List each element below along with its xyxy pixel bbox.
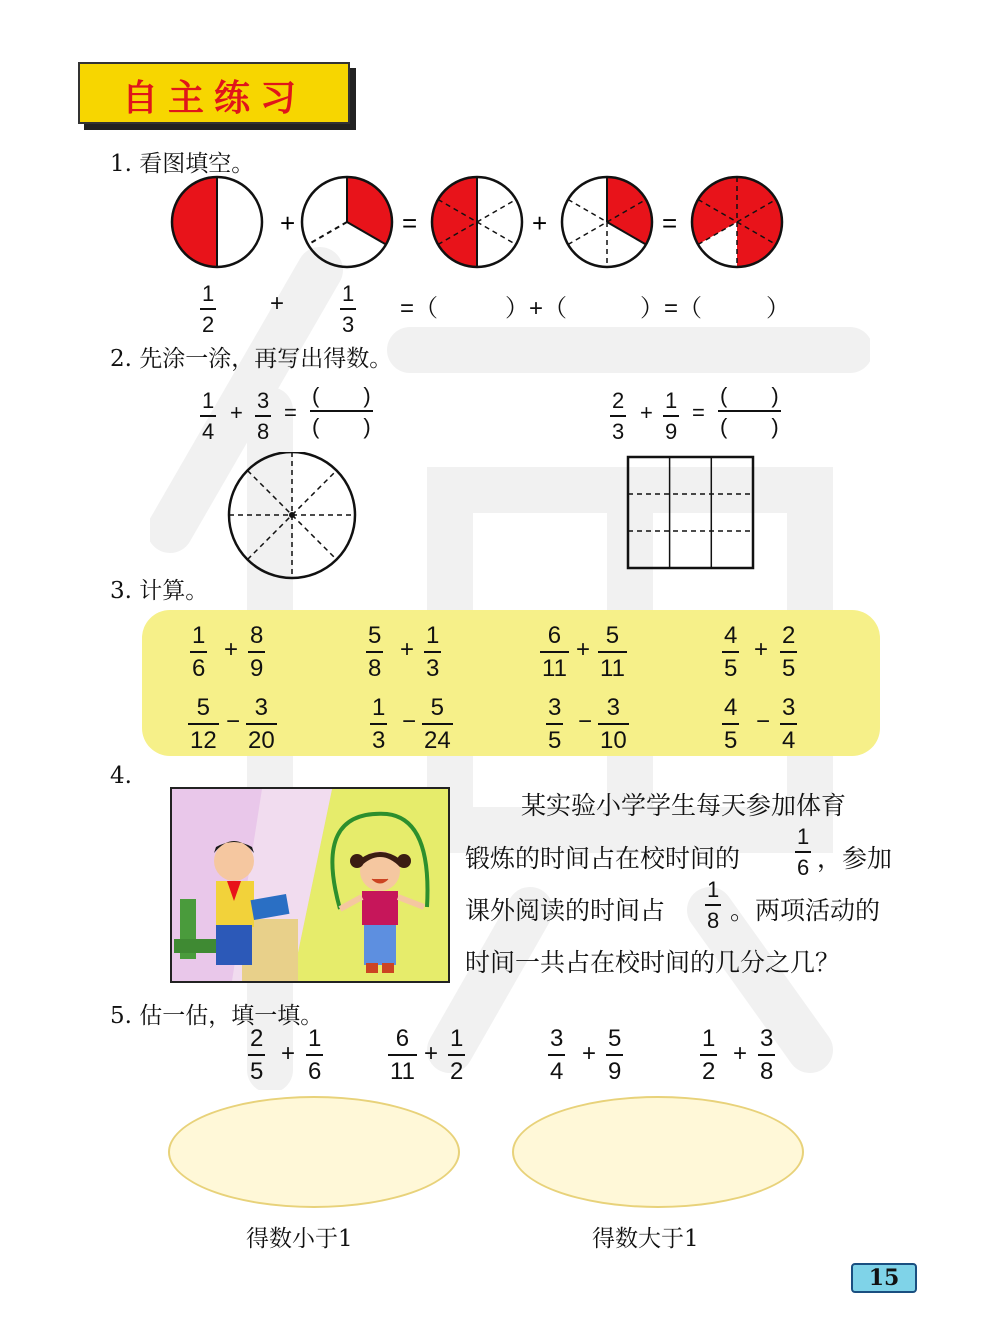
question-3-label: 3. 计算。: [110, 578, 209, 604]
q3-r2-c2-b: $\frac{5}{24}$: [424, 694, 451, 754]
q2-right-fraction-a: $\frac{2}{3}$: [612, 388, 625, 444]
q5-item-4-a[interactable]: $\frac{1}{2}$: [702, 1025, 716, 1085]
q3-r2-c4-b: $\frac{3}{4}$: [782, 694, 796, 754]
q3-r2-c4-op: −: [756, 708, 771, 735]
q1-equals-2: =: [662, 208, 678, 238]
q1-fraction-2: $\frac{1}{3}$: [342, 281, 355, 337]
q4-line-4: 时间一共占在校时间的几分之几？: [465, 948, 841, 977]
q4-line-2b: ，参加: [817, 844, 893, 873]
q5-item-2-b[interactable]: $\frac{1}{2}$: [450, 1025, 464, 1085]
q3-r1-c3-op: +: [576, 636, 591, 663]
q2-right-answer-blank[interactable]: ( ) ( ): [720, 383, 779, 439]
q3-r1-c1-op: +: [224, 636, 239, 663]
q2-right-op: +: [640, 400, 653, 425]
oval-less-than-one[interactable]: [168, 1096, 460, 1208]
q3-r2-c2-op: −: [402, 708, 417, 735]
q5-item-3-a[interactable]: $\frac{3}{4}$: [550, 1025, 564, 1085]
q3-r1-c2-b: $\frac{1}{3}$: [426, 622, 440, 682]
q3-r2-c3-a: $\frac{3}{5}$: [548, 694, 562, 754]
q5-item-4-op: +: [733, 1040, 748, 1067]
q3-r1-c2-a: $\frac{5}{8}$: [368, 622, 382, 682]
q5-item-4-b[interactable]: $\frac{3}{8}$: [760, 1025, 774, 1085]
q3-r2-c3-b: $\frac{3}{10}$: [600, 694, 627, 754]
q2-left-fraction-a: $\frac{1}{4}$: [202, 388, 215, 444]
q5-item-1-b[interactable]: $\frac{1}{6}$: [308, 1025, 322, 1085]
oval-right-label: 得数大于1: [592, 1226, 699, 1252]
q2-right-equals: =: [692, 400, 705, 425]
q2-left-answer-blank[interactable]: ( ) ( ): [312, 383, 371, 439]
q4-fraction-sports: $\frac{1}{6}$: [797, 824, 810, 880]
q5-item-1-a[interactable]: $\frac{2}{5}$: [250, 1025, 264, 1085]
q4-line-3b: 。两项活动的: [730, 896, 881, 925]
q3-r1-c4-b: $\frac{2}{5}$: [782, 622, 796, 682]
q3-r2-c1-op: −: [226, 708, 241, 735]
q2-left-op: +: [230, 400, 243, 425]
q3-r2-c3-op: −: [578, 708, 593, 735]
q3-r1-c4-op: +: [754, 636, 769, 663]
q1-fraction-1: $\frac{1}{2}$: [202, 281, 215, 337]
section-title-box: [78, 62, 350, 124]
q5-item-2-op: +: [424, 1040, 439, 1067]
q2-ninths-grid[interactable]: [626, 455, 756, 571]
q1-plus-2: +: [532, 208, 548, 238]
q2-eighths-circle[interactable]: [225, 452, 359, 582]
q5-item-1-op: +: [281, 1040, 296, 1067]
q1-answer-blank-2[interactable]: ）+（: [505, 295, 568, 322]
q4-illustration: [170, 787, 450, 983]
circle-one-third: [302, 177, 392, 267]
q3-r1-c1-a: $\frac{1}{6}$: [192, 622, 206, 682]
oval-left-label: 得数小于1: [246, 1226, 353, 1252]
q2-left-equals: =: [284, 400, 297, 425]
q4-line-1: 某实验小学学生每天参加体育: [521, 791, 847, 820]
q1-answer-close: ）: [766, 295, 790, 322]
q1-plus-1: +: [280, 208, 296, 238]
q4-fraction-reading: $\frac{1}{8}$: [707, 877, 720, 933]
q4-line-3a: 课外阅读的时间占: [465, 896, 666, 925]
q3-r1-c2-op: +: [400, 636, 415, 663]
q2-right-fraction-b: $\frac{1}{9}$: [665, 388, 678, 444]
q3-r2-c2-a: $\frac{1}{3}$: [372, 694, 386, 754]
students-reading-and-jumping-picture: [172, 789, 448, 981]
q3-r1-c3-b: $\frac{5}{11}$: [600, 622, 625, 682]
q1-answer-blank-1[interactable]: =（: [400, 295, 439, 322]
q3-r1-c4-a: $\frac{4}{5}$: [724, 622, 738, 682]
q3-r2-c4-a: $\frac{4}{5}$: [724, 694, 738, 754]
q1-eq-plus: +: [270, 290, 285, 317]
q4-line-2a: 锻炼的时间占在校时间的: [465, 844, 741, 873]
oval-greater-than-one[interactable]: [512, 1096, 804, 1208]
q1-circle-diagram: [160, 170, 800, 275]
circle-five-sixths: [692, 177, 782, 267]
section-title: 自主练习: [121, 78, 306, 119]
q3-r1-c1-b: $\frac{8}{9}$: [250, 622, 264, 682]
q5-item-2-a[interactable]: $\frac{6}{11}$: [390, 1025, 415, 1085]
question-2-label: 2. 先涂一涂，再写出得数。: [110, 346, 393, 372]
question-5-label: 5. 估一估，填一填。: [110, 1003, 324, 1029]
page-number: 15: [851, 1263, 917, 1293]
q2-left-fraction-b: $\frac{3}{8}$: [257, 388, 270, 444]
q1-equals-1: =: [402, 208, 418, 238]
question-4-label: 4.: [110, 763, 132, 789]
circle-two-sixths: [562, 177, 652, 267]
q3-r2-c1-b: $\frac{3}{20}$: [248, 694, 275, 754]
q5-item-3-op: +: [582, 1040, 597, 1067]
circle-one-half: [172, 177, 262, 267]
question-1-label: 1. 看图填空。: [110, 151, 255, 177]
circle-three-sixths: [432, 177, 522, 267]
q3-r2-c1-a: $\frac{5}{12}$: [190, 694, 217, 754]
q3-r1-c3-a: $\frac{6}{11}$: [542, 622, 567, 682]
q1-answer-blank-3[interactable]: ）=（: [640, 295, 703, 322]
q5-item-3-b[interactable]: $\frac{5}{9}$: [608, 1025, 622, 1085]
